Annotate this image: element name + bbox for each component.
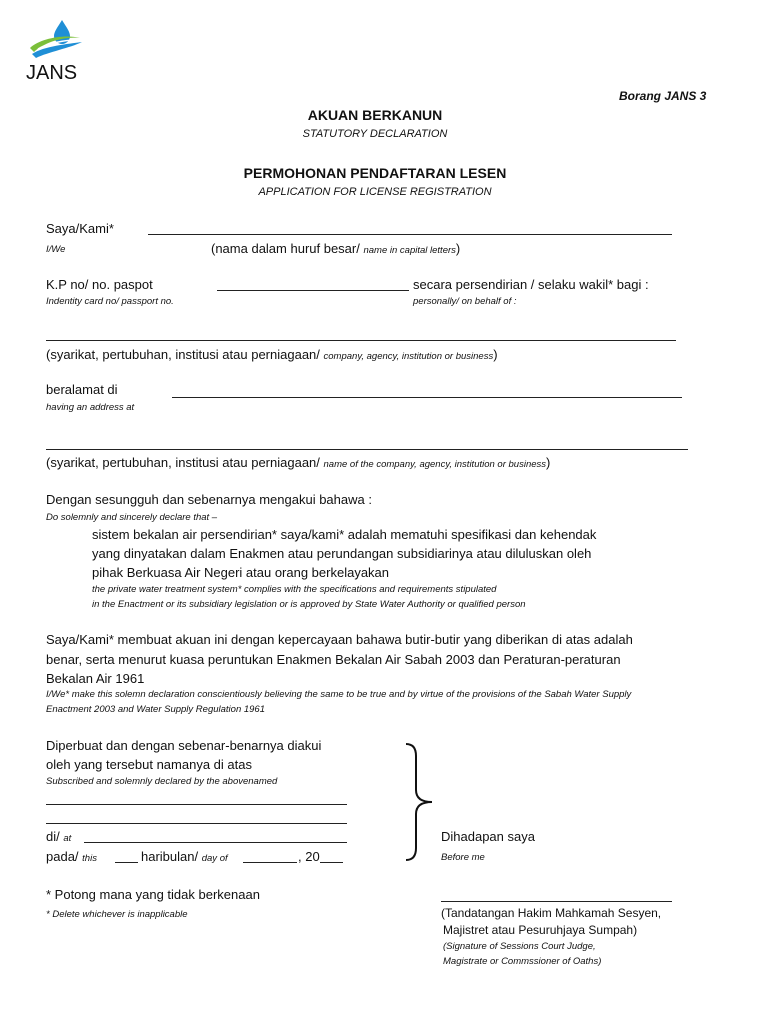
day-field[interactable] [115, 862, 138, 863]
company-hint-en: company, agency, institution or business [323, 351, 494, 362]
address-hint-text: (syarikat, pertubuhan, institusi atau perniagaan/ [46, 455, 320, 470]
curly-brace [398, 742, 438, 862]
company-field[interactable] [46, 340, 676, 341]
place-text: di/ [46, 829, 60, 844]
solemn-line-1: Saya/Kami* membuat akuan ini dengan kepercayaan bahawa butir-butir yang diberikan di atas adalah [46, 632, 633, 647]
address-label: beralamat di [46, 382, 118, 397]
address-field[interactable] [172, 397, 682, 398]
form-code: Borang JANS 3 [619, 89, 707, 103]
date-day-text: pada/ [46, 849, 79, 864]
before-me-label: Dihadapan saya [441, 829, 535, 844]
signing-line-2: oleh yang tersebut namanya di atas [46, 757, 252, 772]
company-hint-close: ) [493, 347, 498, 362]
signing-line-en: Subscribed and solemnly declared by the abovenamed [46, 776, 278, 787]
declaration-line-3: pihak Berkuasa Air Negeri atau orang berkelayakan [92, 565, 390, 580]
name-label-en: I/We [46, 244, 66, 255]
address-field-2[interactable] [46, 449, 688, 450]
address-hint-close: ) [546, 455, 551, 470]
jans-logo-icon [26, 18, 86, 62]
name-label: Saya/Kami* [46, 221, 114, 236]
declaration-lead: Dengan sesungguh dan sebenarnya mengakui bahawa : [46, 492, 372, 507]
date-day-en: this [82, 853, 97, 864]
declaration-line-1-en: the private water treatment system* complies with the specifications and requirements stipulated [92, 584, 497, 595]
date-row [46, 849, 97, 864]
ic-label: K.P no/ no. paspot [46, 277, 153, 292]
solemn-line-2-en: Enactment 2003 and Water Supply Regulation 1961 [46, 704, 266, 715]
document-subtitle-en: APPLICATION FOR LICENSE REGISTRATION [258, 186, 492, 198]
solemn-line-1-en: I/We* make this solemn declaration conscientiously believing the same to be true and by virtue of the provisions of the Sabah Water Supply [46, 689, 632, 700]
date-month-en: day of [201, 853, 228, 864]
logo-text: JANS [26, 62, 78, 84]
footnote-en: * Delete whichever is inapplicable [46, 909, 188, 920]
address-label-en: having an address at [46, 402, 135, 413]
place-field[interactable] [84, 842, 347, 843]
name-hint [211, 241, 460, 256]
company-hint [46, 347, 498, 362]
company-hint-text: (syarikat, pertubuhan, institusi atau perniagaan/ [46, 347, 320, 362]
declaration-line-1: sistem bekalan air persendirian* saya/kami* adalah mematuhi spesifikasi dan kehendak [92, 527, 597, 542]
place-text-en: at [63, 833, 72, 844]
address-hint-en: name of the company, agency, institution or business [323, 459, 547, 470]
declarant-signature-field[interactable] [46, 804, 347, 805]
jans-logo [26, 18, 86, 62]
document-subtitle: PERMOHONAN PENDAFTARAN LESEN [243, 165, 507, 181]
address-hint [46, 455, 550, 470]
officer-line-2: Majistret atau Pesuruhjaya Sumpah) [443, 923, 638, 937]
date-month-text: haribulan/ [141, 849, 199, 864]
place-label [46, 829, 71, 844]
before-me-label-en: Before me [441, 852, 485, 863]
solemn-line-3: Bekalan Air 1961 [46, 671, 145, 686]
officer-signature-field[interactable] [441, 901, 672, 902]
officer-line-2-en: Magistrate or Commssioner of Oaths) [443, 956, 602, 967]
declaration-lead-en: Do solemnly and sincerely declare that – [46, 512, 218, 523]
solemn-line-2: benar, serta menurut kuasa peruntukan Enakmen Bekalan Air Sabah 2003 dan Peraturan-peraturan [46, 652, 621, 667]
signing-line-1: Diperbuat dan dengan sebenar-benarnya diakui [46, 738, 322, 753]
date-year-label: , 20 [298, 849, 320, 864]
year-field[interactable] [320, 862, 343, 863]
officer-line-1: (Tandatangan Hakim Mahkamah Sesyen, [441, 906, 662, 920]
date-month-label [141, 849, 228, 864]
document-title: AKUAN BERKANUN [307, 107, 443, 123]
ic-field[interactable] [217, 290, 409, 291]
officer-line-1-en: (Signature of Sessions Court Judge, [443, 941, 596, 952]
declarant-name-field[interactable] [46, 823, 347, 824]
declaration-line-2: yang dinyatakan dalam Enakmen atau perundangan subsidiarinya atau diluluskan oleh [92, 546, 592, 561]
month-field[interactable] [243, 862, 297, 863]
declaration-line-2-en: in the Enactment or its subsidiary legislation or is approved by State Water Authority or qualified person [92, 599, 526, 610]
capacity-label-en: personally/ on behalf of : [413, 296, 517, 307]
name-hint-close: ) [455, 241, 461, 256]
name-field[interactable] [148, 234, 672, 235]
footnote: * Potong mana yang tidak berkenaan [46, 887, 260, 902]
name-hint-text: (nama dalam huruf besar/ [211, 241, 360, 256]
document-title-en: STATUTORY DECLARATION [302, 128, 448, 140]
ic-label-en: Indentity card no/ passport no. [46, 296, 174, 307]
name-hint-en: name in capital letters [363, 245, 456, 256]
capacity-label: secara persendirian / selaku wakil* bagi : [413, 277, 649, 292]
